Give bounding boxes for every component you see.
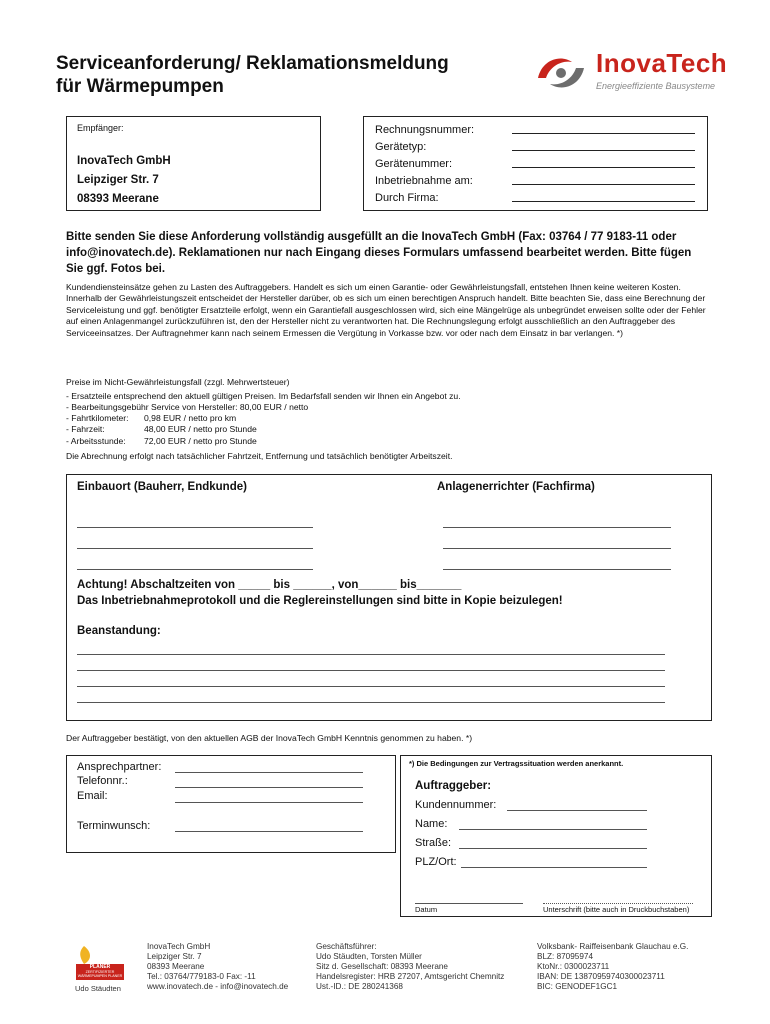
installer-line-3[interactable] <box>443 569 671 570</box>
billing-note: Die Abrechnung erfolgt nach tatsächlicher Fahrtzeit, Entfernung und tatsächlich benötigter Arbeitszeit. <box>66 451 453 461</box>
footer-line: InovaTech GmbH <box>147 942 211 951</box>
customer-number-label: Kundennummer: <box>415 799 497 811</box>
email-field[interactable] <box>175 802 363 803</box>
contact-person-label: Ansprechpartner: <box>77 761 162 773</box>
footer-line: IBAN: DE 13870959740300023711 <box>537 972 665 981</box>
device-number-field[interactable] <box>512 167 695 168</box>
terms-confirmation: Der Auftraggeber bestätigt, von den aktuellen AGB der InovaTech GmbH Kenntnis genommen zu haben. *) <box>66 733 473 743</box>
prices-intro: Preise im Nicht-Gewährleistungsfall (zzgl. Mehrwertsteuer) <box>66 377 290 387</box>
footer-company <box>147 942 288 992</box>
commissioning-date-field[interactable] <box>512 184 695 185</box>
footer-line: 08393 Meerane <box>147 962 205 971</box>
price-row <box>66 413 257 424</box>
footer-line: Leipziger Str. 7 <box>147 952 202 961</box>
conditions-note: *) Die Bedingungen zur Vertragssituation werden anerkannt. <box>409 759 624 768</box>
site-details-box <box>66 474 712 721</box>
site-owner-line-2[interactable] <box>77 548 313 549</box>
complaint-line-2[interactable] <box>77 670 665 671</box>
footer-bank <box>537 942 688 992</box>
phone-label: Telefonnr.: <box>77 775 128 787</box>
zip-city-label: PLZ/Ort: <box>415 856 457 868</box>
email-label: Email: <box>77 790 108 802</box>
footer-line: www.inovatech.de - info@inovatech.de <box>147 982 289 991</box>
installer-firm-label: Durch Firma: <box>375 192 439 204</box>
shutdown-times-warning: Achtung! Abschaltzeiten von _____ bis ______, von______ bis_______ <box>77 579 462 591</box>
site-owner-line-3[interactable] <box>77 569 313 570</box>
logo-wordmark: InovaTech <box>596 48 728 78</box>
planer-badge-name: Udo Stäudten <box>75 984 121 993</box>
contact-box <box>66 755 396 853</box>
logo-mark-icon <box>532 50 590 96</box>
recipient-box <box>66 116 321 211</box>
appointment-label: Terminwunsch: <box>77 820 151 832</box>
complaint-line-3[interactable] <box>77 686 665 687</box>
planer-badge <box>72 944 128 982</box>
logo-tagline: Energieeffiziente Bausysteme <box>596 81 716 91</box>
recipient-label: Empfänger: <box>77 123 124 133</box>
submission-notice: Bitte senden Sie diese Anforderung vollständig ausgefüllt an die InovaTech GmbH (Fax: 03764 / 77 9183-11 oder info@inovatech.de). Reklamationen nur nach Eingang dieses Formulars umfassend bearbeitet werden. Bitte fügen Sie ggf. Fotos bei. <box>66 231 692 275</box>
device-number-label: Gerätenummer: <box>375 158 453 170</box>
footer-line: KtoNr.: 0300023711 <box>537 962 610 971</box>
date-label: Datum <box>415 905 438 914</box>
prices-spare-parts: - Ersatzteile entsprechend den aktuell gültigen Preisen. Im Bedarfsfall senden wir Ihnen ein Angebot zu. <box>66 391 461 401</box>
page-title <box>56 52 449 98</box>
installer-line-1[interactable] <box>443 527 671 528</box>
footer-line: BIC: GENODEF1GC1 <box>537 982 618 991</box>
recipient-street: Leipziger Str. 7 <box>77 174 159 186</box>
price-row <box>66 436 257 447</box>
title-line-1: Serviceanforderung/ Reklamationsmeldung <box>56 53 449 74</box>
footer-line: Volksbank- Raiffeisenbank Glauchau e.G. <box>537 942 689 951</box>
appointment-field[interactable] <box>175 831 363 832</box>
recipient-city: 08393 Meerane <box>77 193 159 205</box>
terms-paragraph: Kundendiensteinsätze gehen zu Lasten des Auftraggebers. Handelt es sich um einen Garantie- oder Gewährleistungsfall, entstehen Ihnen keine weiteren Kosten. Innerhalb der Gewährleistungszeit entscheidet der Hersteller darüber, ob es sich um einen berechtigen Anspruch handelt. Bitte beachten Sie, dass eine Berechnung der Serviceleistung und ggf. benötigter Ersatzteile erfolgt, wenn ein Garantiefall ausgeschlossen wird, sich eine Mängelrüge als unbegründet erweisen sollte oder der Fehler auf einen Anlagenmangel zurückzuführen ist, den der Hersteller nicht zu verantworten hat. Die Rechnungslegung erfolgt ausschließlich an den Auftraggeber des Serviceeinsatzes. Der Auftragnehmer kann nach seinem Ermessen die Vergütung in Vorkasse bzw. vor oder nach dem Einsatz in bar verlangen. *) <box>66 282 706 338</box>
client-box <box>400 755 712 917</box>
footer-line: Udo Stäudten, Torsten Müller <box>316 952 422 961</box>
company-logo <box>532 46 752 106</box>
footer-line: Ust.-ID.: DE 280241368 <box>316 982 403 991</box>
recipient-company: InovaTech GmbH <box>77 155 171 167</box>
footer-line: Sitz d. Gesellschaft: 08393 Meerane <box>316 962 448 971</box>
complaint-line-4[interactable] <box>77 702 665 703</box>
price-label: - Fahrtkilometer: <box>66 413 129 423</box>
installer-header: Anlagenerrichter (Fachfirma) <box>437 481 595 493</box>
footer-line: Handelsregister: HRB 27207, Amtsgericht Chemnitz <box>316 972 505 981</box>
street-field[interactable] <box>459 848 647 849</box>
installer-line-2[interactable] <box>443 548 671 549</box>
phone-field[interactable] <box>175 787 363 788</box>
footer-management <box>316 942 504 992</box>
signature-field[interactable] <box>543 903 693 904</box>
device-type-label: Gerätetyp: <box>375 141 427 153</box>
complaint-label: Beanstandung: <box>77 625 161 637</box>
installer-firm-field[interactable] <box>512 201 695 202</box>
price-value: 72,00 EUR / netto pro Stunde <box>144 435 257 446</box>
signature-label: Unterschrift (bitte auch in Druckbuchstaben) <box>543 905 690 914</box>
footer-line: BLZ: 87095974 <box>537 952 593 961</box>
date-field[interactable] <box>415 903 523 904</box>
prices-processing-fee: - Bearbeitungsgebühr Service von Hersteller: 80,00 EUR / netto <box>66 402 309 412</box>
commissioning-date-label: Inbetriebnahme am: <box>375 175 473 187</box>
customer-number-field[interactable] <box>507 810 647 811</box>
price-row <box>66 424 257 435</box>
street-label: Straße: <box>415 837 452 849</box>
site-owner-header: Einbauort (Bauherr, Endkunde) <box>77 481 247 493</box>
price-label: - Arbeitsstunde: <box>66 435 126 446</box>
price-label: - Fahrzeit: <box>66 424 105 435</box>
invoice-number-field[interactable] <box>512 133 695 134</box>
planer-badge-title: PLANER <box>89 964 111 970</box>
contact-person-field[interactable] <box>175 772 363 773</box>
client-header: Auftraggeber: <box>415 780 492 792</box>
zip-city-field[interactable] <box>461 867 647 868</box>
footer-line: Geschäftsführer: <box>316 942 377 951</box>
planer-badge-text: ZERTIFIZIERTER WÄRMEPUMPEN PLANER <box>77 970 123 978</box>
name-label: Name: <box>415 818 448 830</box>
footer-line: Tel.: 03764/779183-0 Fax: -11 <box>147 972 256 981</box>
device-info-box <box>363 116 708 211</box>
price-value: 48,00 EUR / netto pro Stunde <box>144 424 257 435</box>
price-value: 0,98 EUR / netto pro km <box>144 413 237 423</box>
device-type-field[interactable] <box>512 150 695 151</box>
price-table <box>66 413 257 447</box>
title-line-2: für Wärmepumpen <box>56 76 224 97</box>
protocol-notice: Das Inbetriebnahmeprotokoll und die Reglereinstellungen sind bitte in Kopie beizulegen! <box>77 595 563 607</box>
name-field[interactable] <box>459 829 647 830</box>
complaint-line-1[interactable] <box>77 654 665 655</box>
invoice-number-label: Rechnungsnummer: <box>375 124 475 136</box>
site-owner-line-1[interactable] <box>77 527 313 528</box>
